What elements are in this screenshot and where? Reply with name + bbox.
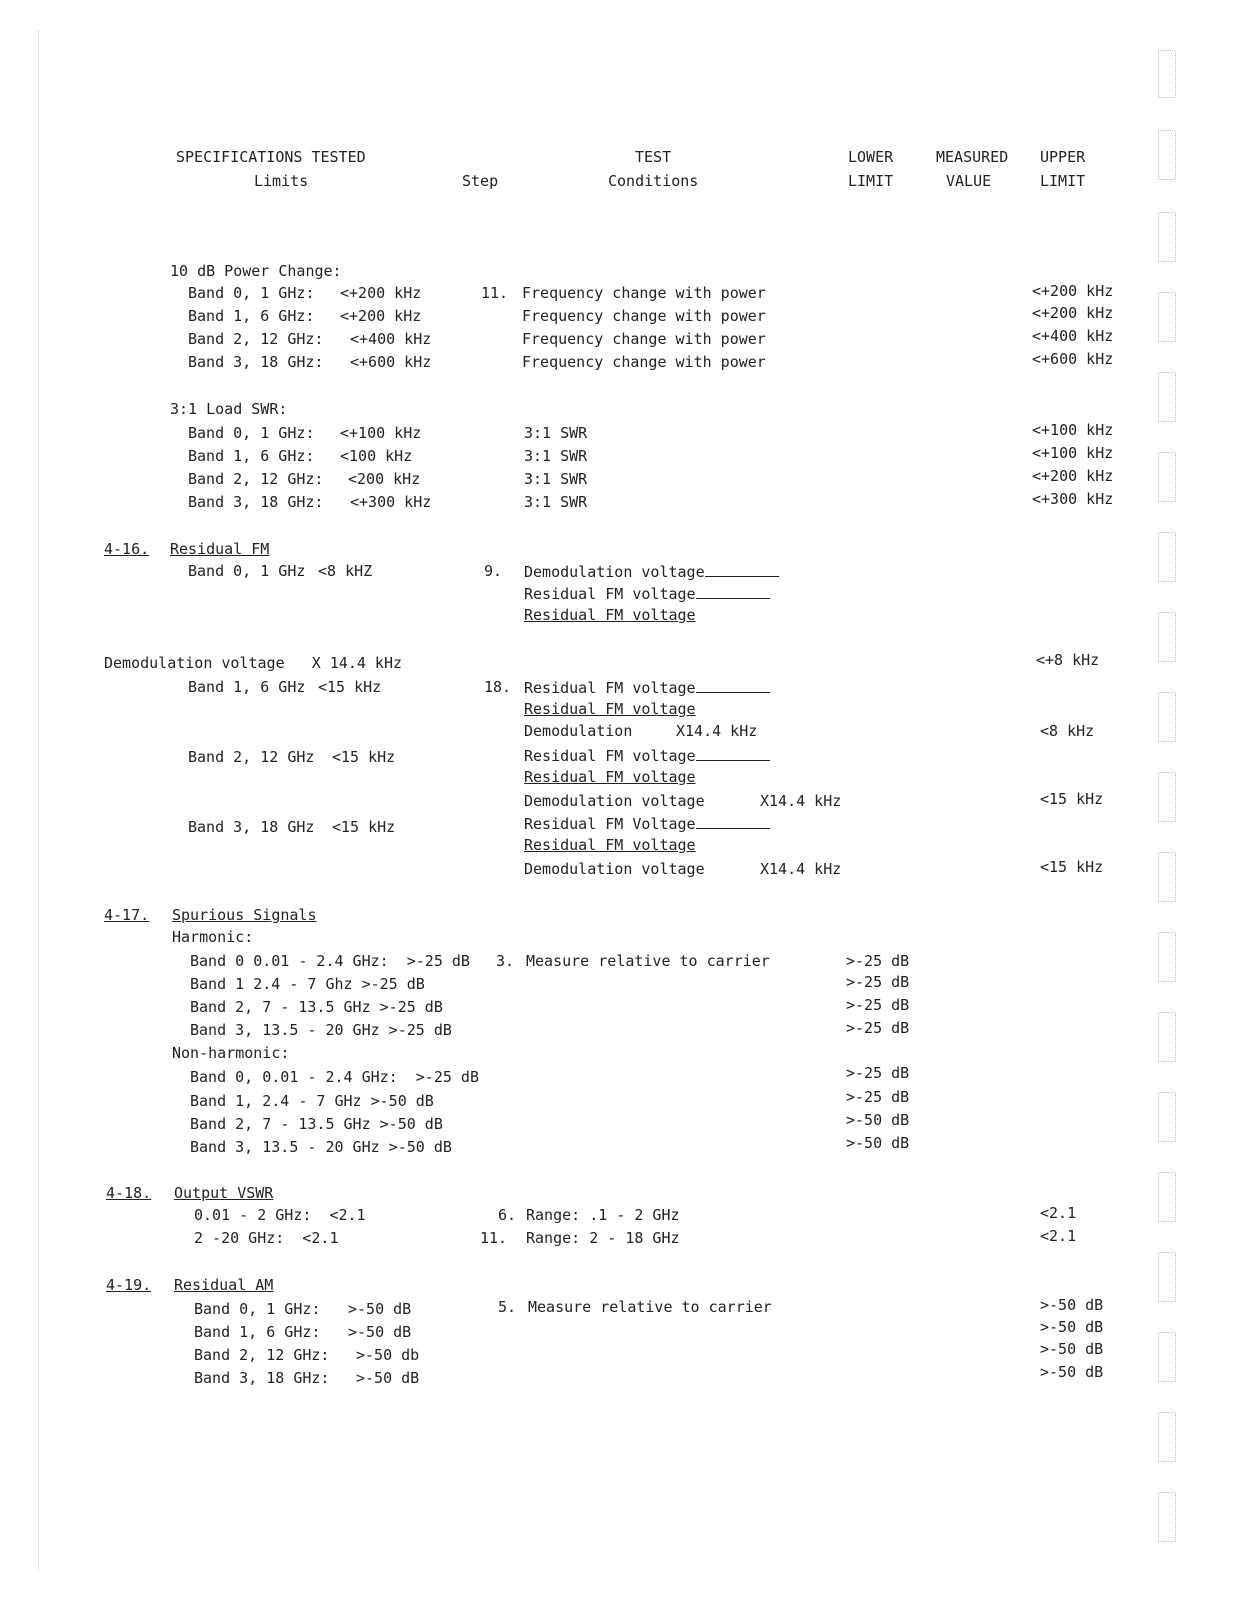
- lower-limit: >-25 dB: [846, 1088, 910, 1106]
- step-number: 6.: [498, 1206, 517, 1224]
- section-number: 4-16.: [104, 540, 150, 558]
- spec-row: 0.01 - 2 GHz: <2.1: [194, 1206, 366, 1224]
- spec-row: Band 3, 18 GHz: [188, 818, 315, 836]
- demod-formula: Demodulation voltage X 14.4 kHz: [104, 654, 403, 672]
- upper-limit: <15 kHz: [1040, 790, 1104, 808]
- spec-row: Band 2, 12 GHz: [188, 748, 315, 766]
- header-upper: UPPER: [1040, 148, 1086, 166]
- spec-limit: <15 kHz: [318, 678, 382, 696]
- spec-row: Band 3, 18 GHz:: [194, 1369, 330, 1387]
- spec-row: Band 0, 1 GHz:: [188, 284, 315, 302]
- lower-limit: >-25 dB: [846, 1064, 910, 1082]
- test-condition: Residual FM voltage: [524, 768, 696, 786]
- header-spec: SPECIFICATIONS TESTED: [176, 148, 366, 166]
- spec-limit: <8 kHZ: [318, 562, 373, 580]
- upper-limit: >-50 dB: [1040, 1318, 1104, 1336]
- section-title: Spurious Signals: [172, 906, 317, 924]
- spec-limit: <+300 kHz: [350, 493, 432, 511]
- upper-limit: <+100 kHz: [1032, 444, 1114, 462]
- spec-row: Band 0, 1 GHz:: [188, 424, 315, 442]
- upper-limit: <+100 kHz: [1032, 421, 1114, 439]
- test-condition: X14.4 kHz: [760, 792, 842, 810]
- spec-limit: <15 kHz: [332, 748, 396, 766]
- test-condition: Measure relative to carrier: [528, 1298, 772, 1316]
- upper-limit: <+200 kHz: [1032, 467, 1114, 485]
- header-test: TEST: [635, 148, 672, 166]
- section-title: Residual FM: [170, 540, 270, 558]
- subsection-title: Harmonic:: [172, 928, 254, 946]
- spec-row: Band 2, 12 GHz:: [194, 1346, 330, 1364]
- test-condition: X14.4 kHz: [760, 860, 842, 878]
- upper-limit: <2.1: [1040, 1227, 1077, 1245]
- lower-limit: >-50 dB: [846, 1111, 910, 1129]
- test-condition: Frequency change with power: [522, 353, 766, 371]
- spec-row: Band 3, 13.5 - 20 GHz >-50 dB: [190, 1138, 452, 1156]
- header-measured-value: VALUE: [946, 172, 992, 190]
- header-conditions: Conditions: [608, 172, 699, 190]
- spec-limit: >-50 dB: [356, 1369, 420, 1387]
- section-title: 3:1 Load SWR:: [170, 400, 288, 418]
- test-condition: Demodulation voltage: [524, 860, 705, 878]
- section-title: Output VSWR: [174, 1184, 274, 1202]
- upper-limit: >-50 dB: [1040, 1363, 1104, 1381]
- lower-limit: >-25 dB: [846, 1019, 910, 1037]
- test-condition: Frequency change with power: [522, 307, 766, 325]
- spec-row: Band 0, 0.01 - 2.4 GHz: >-25 dB: [190, 1068, 479, 1086]
- header-lower-limit: LIMIT: [848, 172, 894, 190]
- upper-limit: <8 kHz: [1040, 722, 1095, 740]
- spec-limit: <+400 kHz: [350, 330, 432, 348]
- test-condition: 3:1 SWR: [524, 470, 588, 488]
- header-upper-limit: LIMIT: [1040, 172, 1086, 190]
- lower-limit: >-25 dB: [846, 952, 910, 970]
- test-condition: 3:1 SWR: [524, 447, 588, 465]
- step-number: 11.: [481, 284, 509, 302]
- section-title: Residual AM: [174, 1276, 274, 1294]
- test-condition: Residual FM voltage: [524, 836, 696, 854]
- step-number: 9.: [484, 562, 503, 580]
- spec-limit: <+200 kHz: [340, 284, 422, 302]
- header-lower: LOWER: [848, 148, 894, 166]
- spec-row: Band 3, 18 GHz:: [188, 353, 324, 371]
- spec-limit: <+100 kHz: [340, 424, 422, 442]
- spec-limit: <100 kHz: [340, 447, 413, 465]
- section-number: 4-18.: [106, 1184, 152, 1202]
- spec-row: Band 1, 6 GHz:: [194, 1323, 321, 1341]
- left-margin-rule: [38, 30, 39, 1570]
- spec-limit: >-50 dB: [348, 1323, 412, 1341]
- header-measured: MEASURED: [936, 148, 1009, 166]
- test-condition: Measure relative to carrier: [526, 952, 770, 970]
- spec-row: Band 1, 2.4 - 7 GHz >-50 dB: [190, 1092, 434, 1110]
- test-condition: Residual FM voltage: [524, 584, 770, 603]
- upper-limit: <2.1: [1040, 1204, 1077, 1222]
- test-condition: Demodulation voltage: [524, 562, 779, 581]
- spec-limit: <+200 kHz: [340, 307, 422, 325]
- upper-limit: <+200 kHz: [1032, 304, 1114, 322]
- spec-row: Band 2, 12 GHz:: [188, 470, 324, 488]
- upper-limit: <+200 kHz: [1032, 282, 1114, 300]
- test-condition: Demodulation voltage: [524, 792, 705, 810]
- lower-limit: >-25 dB: [846, 973, 910, 991]
- step-number: 5.: [498, 1298, 517, 1316]
- test-condition: Residual FM voltage: [524, 678, 770, 697]
- section-number: 4-19.: [106, 1276, 152, 1294]
- spec-row: Band 2, 12 GHz:: [188, 330, 324, 348]
- section-title: 10 dB Power Change:: [170, 262, 342, 280]
- test-condition: Residual FM voltage: [524, 746, 770, 765]
- spec-row: Band 0 0.01 - 2.4 GHz: >-25 dB: [190, 952, 470, 970]
- test-condition: Frequency change with power: [522, 284, 766, 302]
- test-condition: 3:1 SWR: [524, 493, 588, 511]
- upper-limit: <+300 kHz: [1032, 490, 1114, 508]
- spec-row: Band 0, 1 GHz:: [194, 1300, 321, 1318]
- test-condition: Demodulation: [524, 722, 633, 740]
- upper-limit: <+8 kHz: [1036, 651, 1100, 669]
- spec-row: Band 3, 13.5 - 20 GHz >-25 dB: [190, 1021, 452, 1039]
- spec-row: Band 1, 6 GHz:: [188, 447, 315, 465]
- test-condition: Frequency change with power: [522, 330, 766, 348]
- spec-limit: >-50 dB: [348, 1300, 412, 1318]
- test-condition: Range: 2 - 18 GHz: [526, 1229, 680, 1247]
- step-number: 11.: [480, 1229, 508, 1247]
- test-condition: Residual FM voltage: [524, 700, 696, 718]
- spec-row: Band 1, 6 GHz:: [188, 307, 315, 325]
- spec-row: Band 1, 6 GHz: [188, 678, 306, 696]
- upper-limit: <+600 kHz: [1032, 350, 1114, 368]
- test-condition: Residual FM voltage: [524, 606, 696, 624]
- spec-row: Band 2, 7 - 13.5 GHz >-50 dB: [190, 1115, 443, 1133]
- subsection-title: Non-harmonic:: [172, 1044, 290, 1062]
- spec-row: Band 0, 1 GHz: [188, 562, 306, 580]
- upper-limit: >-50 dB: [1040, 1296, 1104, 1314]
- spec-limit: <15 kHz: [332, 818, 396, 836]
- spec-limit: <200 kHz: [348, 470, 421, 488]
- test-condition: X14.4 kHz: [676, 722, 758, 740]
- step-number: 3.: [496, 952, 515, 970]
- lower-limit: >-50 dB: [846, 1134, 910, 1152]
- step-number: 18.: [484, 678, 512, 696]
- spec-row: 2 -20 GHz: <2.1: [194, 1229, 339, 1247]
- spec-row: Band 3, 18 GHz:: [188, 493, 324, 511]
- upper-limit: <+400 kHz: [1032, 327, 1114, 345]
- spec-limit: <+600 kHz: [350, 353, 432, 371]
- upper-limit: >-50 dB: [1040, 1340, 1104, 1358]
- spec-limit: >-50 db: [356, 1346, 420, 1364]
- spec-row: Band 1 2.4 - 7 Ghz >-25 dB: [190, 975, 425, 993]
- test-condition: Residual FM Voltage: [524, 814, 770, 833]
- section-number: 4-17.: [104, 906, 150, 924]
- test-condition: Range: .1 - 2 GHz: [526, 1206, 680, 1224]
- header-limits: Limits: [254, 172, 309, 190]
- test-condition: 3:1 SWR: [524, 424, 588, 442]
- upper-limit: <15 kHz: [1040, 858, 1104, 876]
- spec-row: Band 2, 7 - 13.5 GHz >-25 dB: [190, 998, 443, 1016]
- lower-limit: >-25 dB: [846, 996, 910, 1014]
- header-step: Step: [462, 172, 499, 190]
